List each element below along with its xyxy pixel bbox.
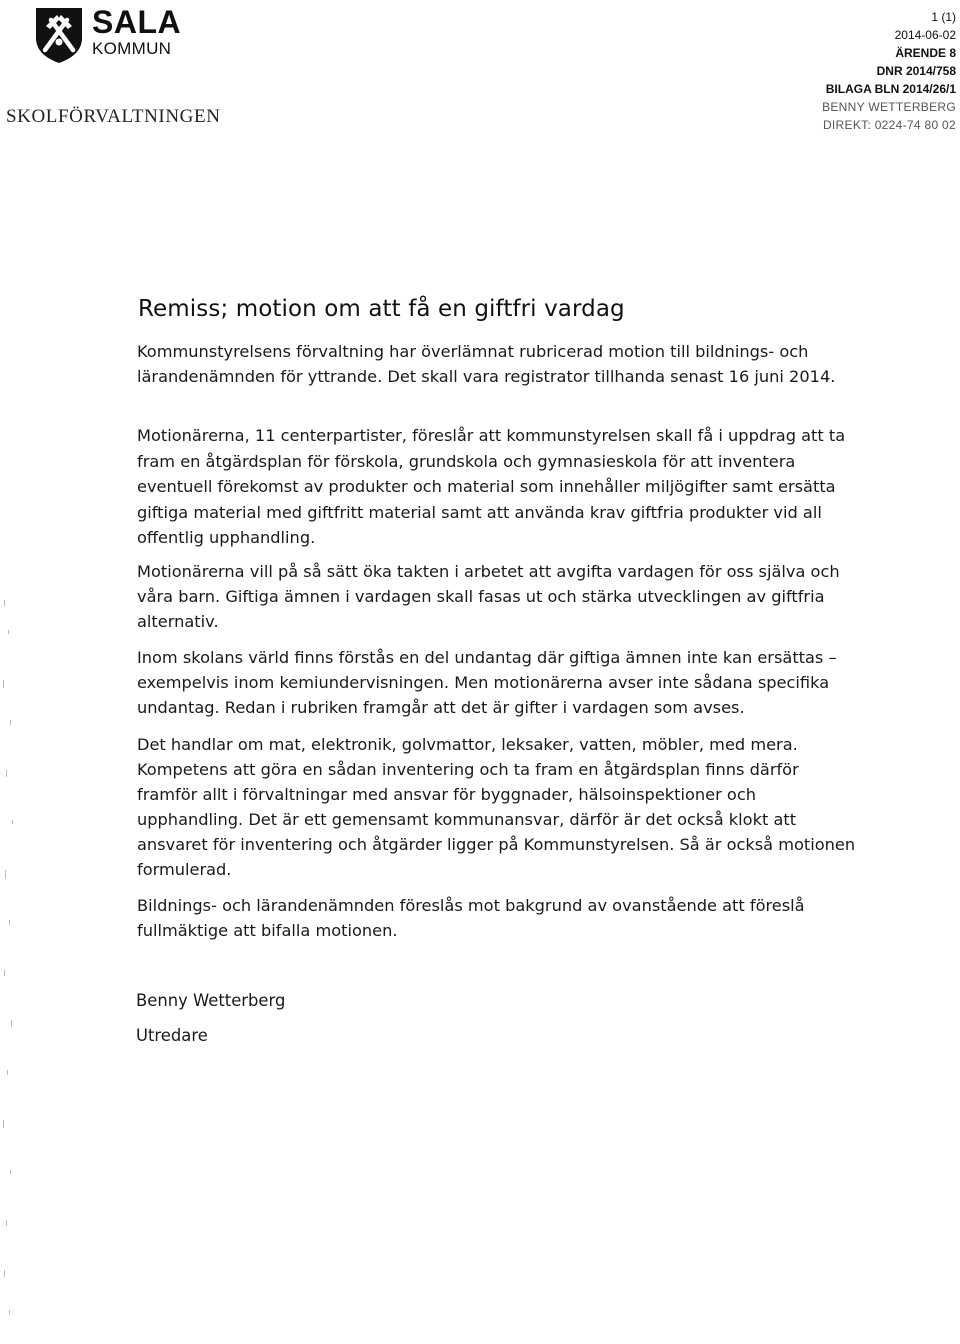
logo-subtitle: KOMMUN [92, 39, 172, 58]
document-title: Remiss; motion om att få en giftfri vardag [138, 296, 625, 322]
bilaga-number: BILAGA BLN 2014/26/1 [825, 82, 956, 96]
document-date: 2014-06-02 [894, 28, 956, 42]
dnr-number: DNR 2014/758 [876, 64, 956, 78]
signature-name: Benny Wetterberg [136, 991, 286, 1010]
paragraph-responsibility: Det handlar om mat, elektronik, golvmattor, leksaker, vatten, möbler, med mera. Kompetens att göra en sådan inventering och ta fram en åtgärdsplan finns därför framför allt i förvaltningar med ansvar för byggnader, hälsoinspektioner och upphandling. Det är ett gemensamt kommunansvar, därför är det också klokt att ansvaret för inventering och åtgärder ligger på Kommunstyrelsen. Så är också motionen formulerad. [137, 735, 856, 879]
paragraph-motion-summary: Motionärerna, 11 centerpartister, föreslår att kommunstyrelsen skall få i uppdrag att ta fram en åtgärdsplan för förskola, grundskola och gymnasieskola för att inventera eventuell förekomst av produkter och material som innehåller miljögifter samt ersätta giftiga material med giftfritt material samt att använda krav giftfria produkter vid all offentlig upphandling. [137, 426, 846, 547]
department-name: SKOLFÖRVALTNINGEN [6, 106, 221, 127]
paragraph-exceptions: Inom skolans värld finns förstås en del undantag där giftiga ämnen inte kan ersättas – exempelvis inom kemiundervisningen. Men motionärerna avser inte sådana specifika undantag. Redan i rubriken framgår att det är gifter i vardagen som avses. [137, 648, 837, 717]
paragraph-proposal: Bildnings- och lärandenämnden föreslås mot bakgrund av ovanstående att föreslå fullmäktige att bifalla motionen. [137, 896, 805, 940]
paragraph-intro: Kommunstyrelsens förvaltning har överlämnat rubricerad motion till bildnings- och lärandenämnden för yttrande. Det skall vara registrator tillhanda senast 16 juni 2014. [137, 342, 836, 386]
document-metadata [822, 8, 956, 134]
author-name: BENNY WETTERBERG [822, 100, 956, 114]
paragraph-motion-aim: Motionärerna vill på så sätt öka takten i arbetet att avgifta vardagen för oss själva och våra barn. Giftiga ämnen i vardagen skall fasas ut och stärka utvecklingen av giftfria alternativ. [137, 562, 840, 631]
direct-phone: DIREKT: 0224-74 80 02 [822, 118, 956, 132]
page-number: 1 (1) [931, 10, 956, 24]
sala-crest-icon [34, 6, 84, 64]
signature-role: Utredare [136, 1026, 208, 1045]
logo-name: SALA [92, 4, 182, 40]
scan-edge-noise [0, 590, 22, 1330]
arende-number: ÄRENDE 8 [895, 46, 956, 60]
sala-kommun-logo [34, 6, 181, 64]
